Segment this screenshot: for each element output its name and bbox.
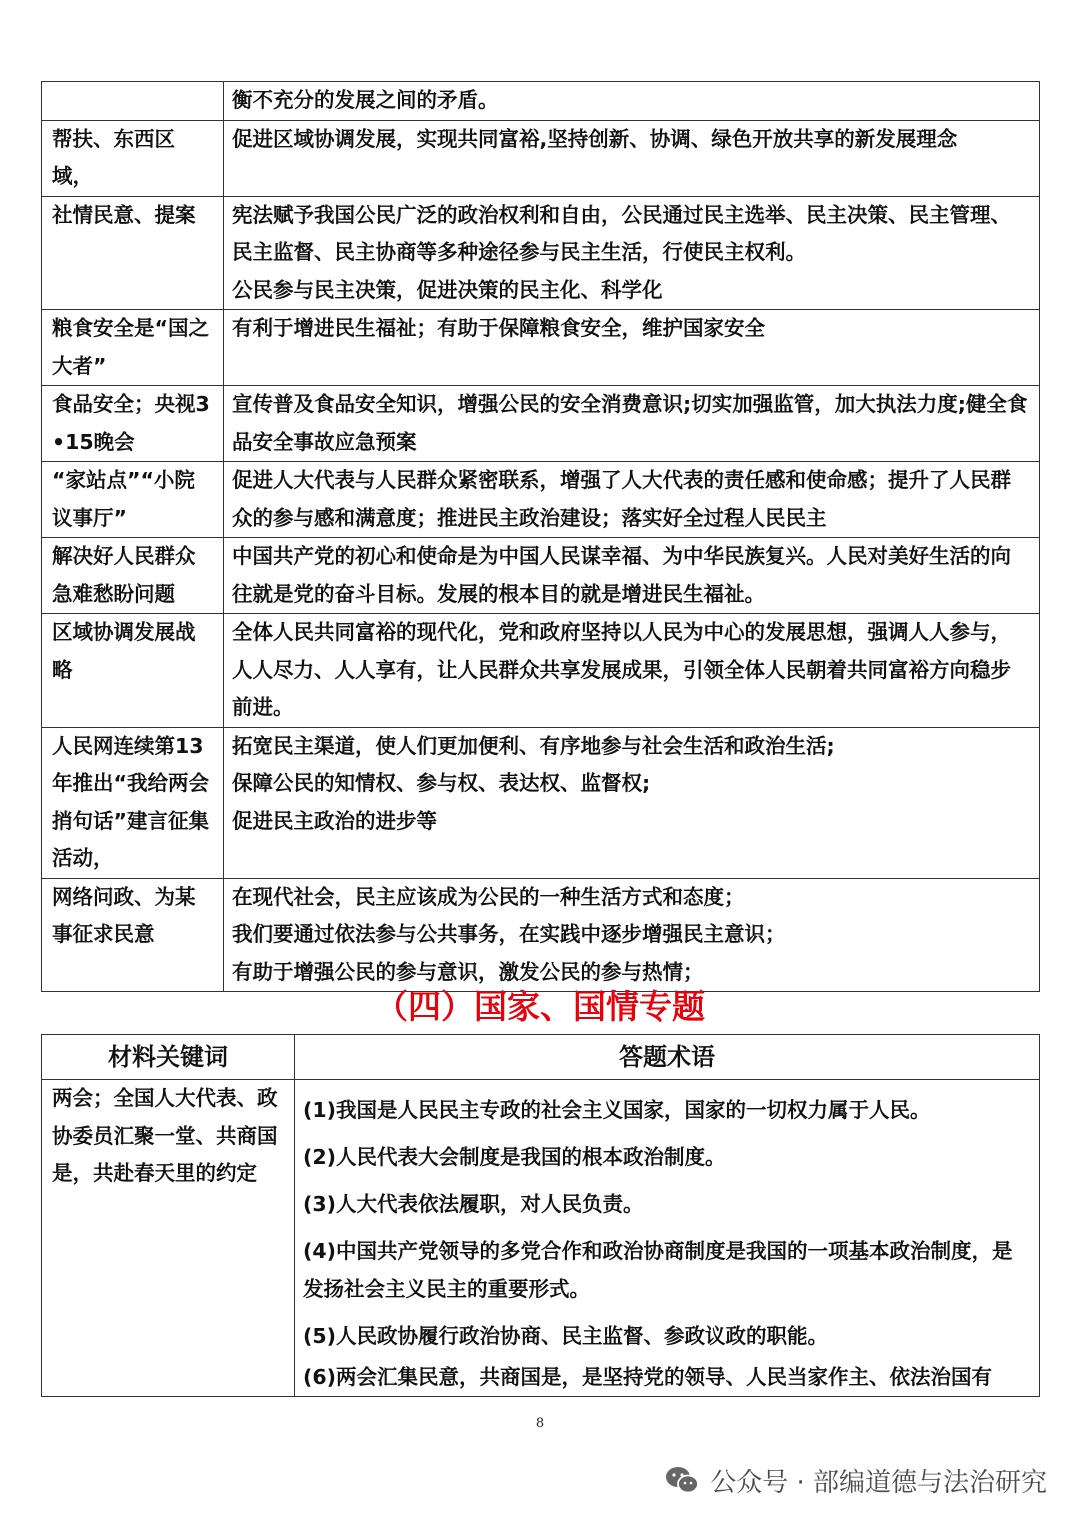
keyword-cell: 社情民意、提案 [42,196,224,310]
column-header-answer: 答题术语 [295,1035,1040,1080]
table-row [42,196,1040,310]
answer-cell [224,462,1040,538]
keyword-cell: 粮食安全是“国之大者” [42,310,224,386]
table-row [42,614,1040,728]
keyword-cell: 帮扶、东西区域， [42,120,224,196]
page-number: 8 [535,1416,545,1431]
answer-line: 有助于增强公民的参与意识，激发公民的参与热情； [232,959,704,984]
keyword-cell: “家站点”“小院议事厅” [42,462,224,538]
answer-cell [224,196,1040,310]
table-row [42,82,1040,121]
answer-cell [224,120,1040,196]
keyword-cell: 网络问政、为某事征求民意 [42,878,224,992]
answer-line: 宪法赋予我国公民广泛的政治权利和自由，公民通过民主选举、民主决策、民主管理、民主监督、民主协商等多种途径参与民主生活，行使民主权利。 [232,202,1011,264]
account-watermark [664,1460,1047,1500]
wechat-icon [664,1464,700,1496]
keyword-cell: 食品安全；央视3•15晚会 [42,386,224,462]
national-affairs-table [41,1034,1040,1397]
answer-cell [224,727,1040,878]
watermark-text: 公众号 · 部编道德与法治研究 [710,1467,1047,1498]
column-header-keyword: 材料关键词 [42,1035,295,1080]
table-row [42,1080,1040,1397]
answer-line: 全体人民共同富裕的现代化，党和政府坚持以人民为中心的发展思想，强调人人参与，人人尽力、人人享有，让人民群众共享发展成果，引领全体人民朝着共同富裕方向稳步前进。 [232,620,1011,719]
table-row [42,310,1040,386]
answer-line: 保障公民的知情权、参与权、表达权、监督权; [232,771,651,795]
table-row [42,727,1040,878]
section-heading: （四）国家、国情专题 [375,987,705,1026]
table-row [42,878,1040,992]
answer-item: (6)两会汇集民意，共商国是，是坚持党的领导、人民当家作主、依法治国有 [303,1364,993,1389]
answer-line: 有利于增进民生福祉；有助于保障粮食安全，维护国家安全 [232,316,765,340]
table-header-row [42,1035,1040,1080]
keyword-cell: 区域协调发展战略 [42,614,224,728]
answer-cell [224,82,1040,121]
table-row [42,386,1040,462]
answer-item: (4)中国共产党领导的多党合作和政治协商制度是我国的一项基本政治制度，是发扬社会主义民主的重要形式。 [303,1239,1013,1301]
answer-item: (3)人大代表依法履职，对人民负责。 [303,1192,644,1216]
keyword-cell: 解决好人民群众急难愁盼问题 [42,538,224,614]
answer-cell [224,538,1040,614]
keyword-cell: 两会；全国人大代表、政协委员汇聚一堂、共商国是，共赴春天里的约定 [42,1080,295,1397]
answer-item: (2)人民代表大会制度是我国的根本政治制度。 [303,1145,726,1169]
answer-line: 衡不充分的发展之间的矛盾。 [232,88,499,112]
keyword-cell: 人民网连续第13年推出“我给两会捎句话”建言征集活动， [42,727,224,878]
answer-cell [224,878,1040,992]
answer-line: 促进区域协调发展，实现共同富裕,坚持创新、协调、绿色开放共享的新发展理念 [232,126,958,151]
answer-line: 中国共产党的初心和使命是为中国人民谋幸福、为中华民族复兴。人民对美好生活的向往就是党的奋斗目标。发展的根本目的就是增进民生福祉。 [232,544,1011,606]
answer-item: (1)我国是人民民主专政的社会主义国家，国家的一切权力属于人民。 [303,1098,931,1122]
key-terms-table-continued [41,81,1040,992]
keyword-cell [42,82,224,121]
answer-cell [224,310,1040,386]
answer-line: 在现代社会，民主应该成为公民的一种生活方式和态度； [232,884,745,909]
answer-cell [224,614,1040,728]
table-row [42,120,1040,196]
answer-cell [224,386,1040,462]
table-row [42,462,1040,538]
table-body [42,82,1040,992]
answer-line: 拓宽民主渠道，使人们更加便利、有序地参与社会生活和政治生活; [232,733,835,758]
answer-line: 宣传普及食品安全知识，增强公民的安全消费意识;切实加强监管，加大执法力度;健全食品安全事故应急预案 [232,392,1028,454]
answer-line: 我们要通过依法参与公共事务，在实践中逐步增强民主意识； [232,922,786,946]
table-row [42,538,1040,614]
answer-line: 促进人大代表与人民群众紧密联系，增强了人大代表的责任感和使命感；提升了人民群众的参与感和满意度；推进民主政治建设；落实好全过程人民民主 [232,468,1011,530]
answer-line: 促进民主政治的进步等 [232,808,437,833]
answer-cell [295,1080,1040,1397]
answer-item: (5)人民政协履行政治协商、民主监督、参政议政的职能。 [303,1323,829,1348]
answer-line: 公民参与民主决策，促进决策的民主化、科学化 [232,277,663,302]
